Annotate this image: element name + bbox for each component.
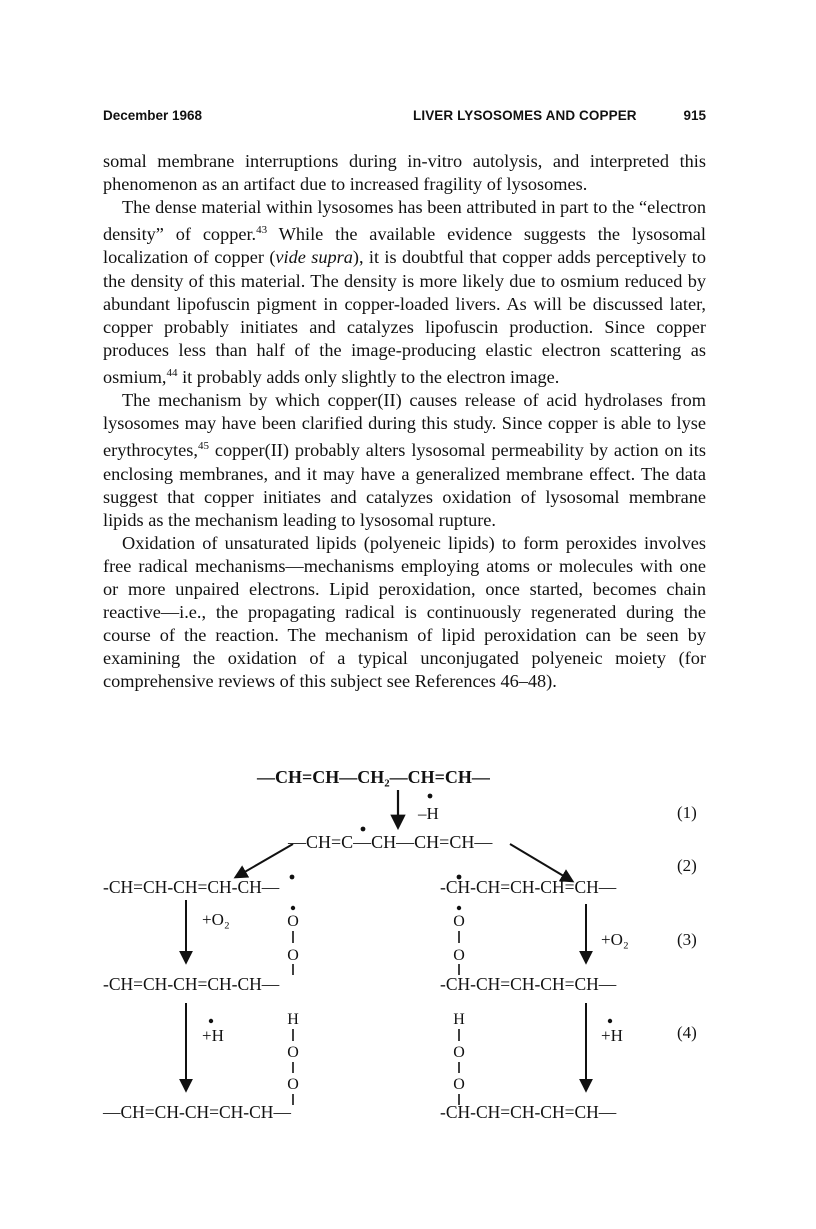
left-hydroperoxide-chain: —CH=CH-CH=CH-CH— <box>103 1102 291 1122</box>
hydrogen-abstraction: –H <box>418 804 439 823</box>
radical-dot <box>361 827 366 832</box>
step-label-1: (1) <box>677 803 697 822</box>
radical-dot <box>457 906 461 910</box>
right-peroxy-o1: O <box>453 913 465 930</box>
step-label-4: (4) <box>677 1023 697 1042</box>
left-peroxy-o1: O <box>287 913 299 930</box>
step-label-2: (2) <box>677 856 697 875</box>
reference-45: 45 <box>197 440 209 453</box>
left-radical-chain: -CH=CH-CH=CH-CH— <box>103 877 280 897</box>
polyeneic-chain: —CH=CH—CH₂—CH=CH— <box>257 767 490 787</box>
left-hydrogen: +H <box>202 1026 224 1045</box>
paragraph-1: somal membrane interruptions during in-vitro autolysis, and interpreted this phenomenon as an artifact due to increased fragility of lysosomes. <box>103 151 706 195</box>
paragraph-3-text-a: The mechanism by which copper(II) causes release of acid hydrolases from lysosomes may have been clarified during this study. Since copper is able to lyse erythrocytes, <box>103 390 706 461</box>
left-peroxy-o2: O <box>287 947 299 964</box>
right-hydro-h: H <box>453 1011 465 1028</box>
paragraph-2-text-b: While the available evidence suggests the lysosomal localization of copper ( <box>103 224 707 268</box>
radical-dot <box>428 794 433 799</box>
paragraph-4: Oxidation of unsaturated lipids (polyeneic lipids) to form peroxides involves free radical mechanisms—mechanisms employing atoms or molecules with one or more unpaired electrons. Lipid peroxidation, once started, becomes chain reactive—i.e., the propagating radical is continuously regenerated during the course of the reaction. The mechanism of lipid peroxidation can be seen by examining the oxidation of a typical unconjugated polyeneic moiety (for comprehensive reviews of this subject see References 46–48). <box>103 532 706 692</box>
paragraph-2-text-d: it probably adds only slightly to the electron image. <box>177 367 560 388</box>
journal-date: December 1968 <box>103 108 203 123</box>
right-hydroperoxide-chain: -CH-CH=CH-CH=CH— <box>440 1102 617 1122</box>
right-branch-arrow <box>510 844 572 881</box>
page-number: 915 <box>683 108 706 123</box>
left-hydro-o1: O <box>287 1044 299 1061</box>
reference-43: 43 <box>256 224 268 237</box>
left-peroxy-chain: -CH=CH-CH=CH-CH— <box>103 974 280 994</box>
radical-chain: —CH=C—CH—CH=CH— <box>288 832 493 852</box>
left-branch-arrow <box>236 844 293 877</box>
left-oxygen: +O₂ <box>202 910 230 929</box>
right-hydro-o1: O <box>453 1044 465 1061</box>
paragraph-3-text-b: copper(II) probably alters lysosomal permeability by action on its enclosing membranes, and it may have a generalized membrane effect. The data suggest that copper initiates and catalyzes oxidation of lysosomal membrane lipids as the mechanism leading to lysosomal rupture. <box>103 440 706 530</box>
radical-dot <box>290 875 295 880</box>
paragraph-2-text-c: ), it is doubtful that copper adds perceptively to the density of this material. The density is more likely due to osmium reduced by abundant lipofuscin pigment in copper-loaded livers. As will be discussed later, copper probably initiates and catalyzes lipofuscin production. Since copper produces less than half of the image-producing elastic electron scattering as osmium, <box>103 247 706 388</box>
left-hydro-o2: O <box>287 1076 299 1093</box>
running-title: LIVER LYSOSOMES AND COPPER <box>413 108 637 123</box>
right-hydro-o2: O <box>453 1076 465 1093</box>
right-oxygen: +O₂ <box>601 930 629 949</box>
radical-dot <box>209 1019 213 1023</box>
left-hydro-h: H <box>287 1011 299 1028</box>
right-peroxy-o2: O <box>453 947 465 964</box>
vide-supra-italic: vide supra <box>275 247 353 268</box>
step-label-3: (3) <box>677 930 697 949</box>
paragraph-2-text-a: The dense material within lysosomes has been attributed in part to the “electron density” of copper. <box>103 197 706 245</box>
reference-44: 44 <box>166 366 178 379</box>
radical-dot <box>291 906 295 910</box>
right-radical-chain: -CH-CH=CH-CH=CH— <box>440 877 617 897</box>
radical-dot <box>608 1019 612 1023</box>
right-hydrogen: +H <box>601 1026 623 1045</box>
right-peroxy-chain: -CH-CH=CH-CH=CH— <box>440 974 617 994</box>
